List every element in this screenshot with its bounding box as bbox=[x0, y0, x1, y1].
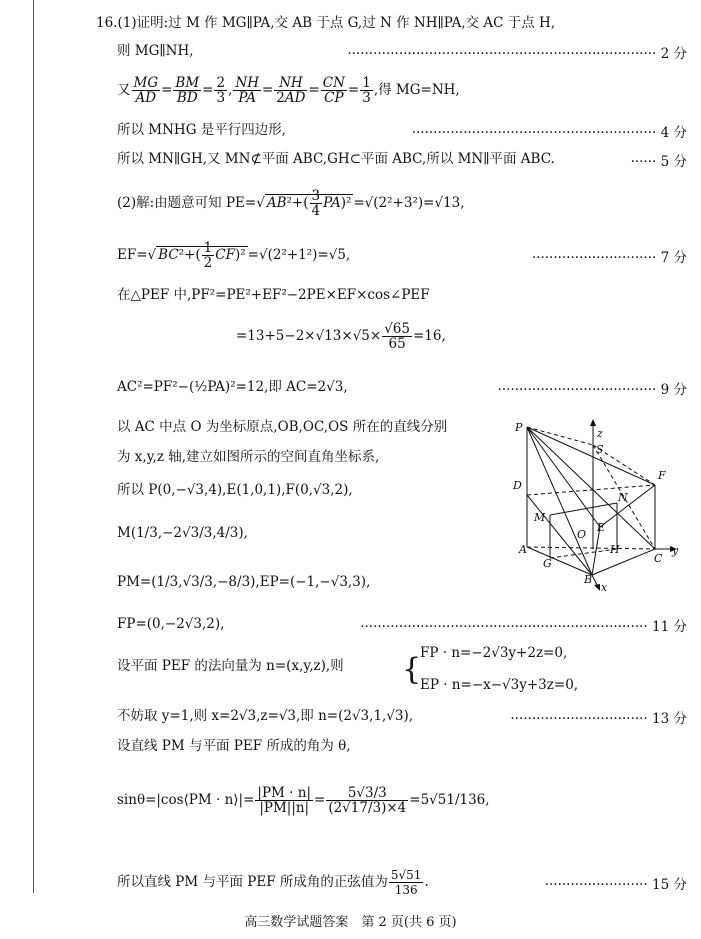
points-5: ······ 5 分 bbox=[630, 154, 687, 170]
points-2: ········································································ 2 分 bbox=[347, 46, 687, 62]
points-4: ························································· 4 分 bbox=[411, 125, 687, 141]
edge-PB bbox=[527, 427, 592, 575]
label-C: C bbox=[654, 552, 663, 565]
label-z: z bbox=[597, 427, 603, 440]
label-G: G bbox=[543, 557, 552, 570]
conclusion-end: . bbox=[424, 874, 429, 890]
edge-PC bbox=[527, 427, 655, 549]
triangle-line: 在△PEF 中,PF²=PE²+EF²−2PE×EF×cos∠PEF bbox=[117, 287, 430, 303]
sin-frac2-num: 5√3/3 bbox=[326, 786, 408, 801]
ac-line: AC²=PF²−(½PA)²=12,即 AC=2√3, bbox=[117, 379, 348, 395]
pm-ep-line: PM=(1/3,√3/3,−8/3),EP=(−1,−√3,3), bbox=[117, 574, 371, 590]
points-9-label: 9 分 bbox=[660, 382, 687, 398]
points-2-label: 2 分 bbox=[660, 46, 687, 62]
sin-line: sinθ=|cos⟨PM · n⟩|= $\frac{|PM \cdot n|}{|PM||n|}$ = $\frac{5√3/3}{(2√17/3)\times 4}$ =5√51/136, bbox=[117, 785, 490, 816]
points-13: ································ 13 分 bbox=[510, 711, 687, 727]
ratio-line: 又 $\frac{MG}{AD}$ = $\frac{BM}{BD}$ = $\frac{2}{3}$ , $\frac{NH}{PA}$ = $\frac{NH}{2AD}$ = $\frac{CN}{CP}$ = $\frac{1}{3}$ ,得 MG=NH, bbox=[117, 75, 460, 106]
sin-prefix: sinθ=|cos⟨PM · n⟩|= bbox=[117, 792, 255, 808]
ef-result: =√(2²+1²)=√5, bbox=[247, 247, 351, 263]
triangle-calc-line: =13+5−2×√13×√5× $\frac{√65}{65}$ =16, bbox=[236, 321, 446, 352]
x-arrow bbox=[594, 584, 600, 591]
points-11: ··································································· 11 分 bbox=[360, 619, 687, 635]
label-A: A bbox=[519, 543, 527, 556]
points-15: ························ 15 分 bbox=[544, 877, 687, 893]
points-9: ····································· 9 分 bbox=[497, 382, 687, 398]
edge-AB bbox=[527, 547, 592, 575]
conclusion-num: 5√51 bbox=[390, 868, 422, 882]
label-M: M bbox=[534, 511, 546, 524]
edge-AC bbox=[527, 547, 655, 549]
label-S: S bbox=[596, 443, 604, 456]
edge-BC bbox=[592, 549, 655, 575]
ef-label: EF= bbox=[117, 247, 148, 263]
points-4-label: 4 分 bbox=[660, 125, 687, 141]
edge-DF bbox=[527, 485, 655, 495]
points-15-label: 15 分 bbox=[652, 877, 687, 893]
ef-line: EF=√ BC²+( $\frac{1}{2}$ CF)² =√(2²+1²)=√5, bbox=[117, 240, 351, 271]
label-y: y bbox=[672, 544, 679, 557]
conclusion-text: 所以直线 PM 与平面 PEF 所成角的正弦值为 bbox=[117, 874, 388, 890]
geometry-figure bbox=[505, 415, 690, 595]
edge-PF bbox=[527, 427, 655, 485]
problem-number: 16. bbox=[96, 15, 118, 31]
system-brace: { bbox=[402, 652, 422, 687]
label-P: P bbox=[515, 421, 523, 434]
pe-line: (2)解:由题意可知 PE=√ AB²+( $\frac{3}{4}$ PA)² =√(2²+3²)=√13, bbox=[117, 188, 465, 219]
points-5-label: 5 分 bbox=[660, 154, 687, 170]
label-N: N bbox=[618, 491, 628, 504]
points-11-label: 11 分 bbox=[652, 619, 687, 635]
line-mg-nh: 则 MG∥NH, bbox=[117, 43, 194, 59]
coord-line2: 为 x,y,z 轴,建立如图所示的空间直角坐标系, bbox=[117, 449, 380, 465]
sin-result: =5√51/136, bbox=[409, 792, 490, 808]
label-F: F bbox=[658, 469, 666, 482]
mn-parallel-line: 所以 MN∥GH,又 MN⊄平面 ABC,GH⊂平面 ABC,所以 MN∥平面 ABC. bbox=[117, 151, 555, 167]
problem-intro bbox=[96, 14, 555, 32]
sin-frac2-den: (2√17/3)×4 bbox=[328, 800, 407, 816]
conclusion-line bbox=[117, 866, 429, 898]
points-7-label: 7 分 bbox=[660, 250, 687, 266]
choose-line: 不妨取 y=1,则 x=2√3,z=√3,即 n=(2√3,1,√3), bbox=[117, 708, 414, 724]
parallelogram-line: 所以 MNHG 是平行四边形, bbox=[117, 122, 287, 138]
eq2: EP · n=−x−√3y+3z=0, bbox=[420, 677, 579, 693]
label-B: B bbox=[584, 573, 593, 586]
pe-result: =√(2²+3²)=√13, bbox=[353, 195, 465, 211]
margin-line bbox=[33, 0, 34, 893]
label-x: x bbox=[601, 581, 608, 594]
eq1: FP · n=−2√3y+2z=0, bbox=[420, 645, 568, 661]
coord-line1: 以 AC 中点 O 为坐标原点,OB,OC,OS 所在的直线分别 bbox=[117, 419, 448, 435]
triangle-result: =16, bbox=[412, 328, 446, 344]
conclusion-den: 136 bbox=[394, 883, 418, 897]
sin-frac1-den: |PM||n| bbox=[259, 800, 310, 816]
page-footer: 高三数学试题答案 第 2 页(共 6 页) bbox=[244, 915, 457, 930]
points-line: 所以 P(0,−√3,4),E(1,0,1),F(0,√3,2), bbox=[117, 482, 353, 498]
sin-frac1-num: |PM · n| bbox=[257, 785, 311, 801]
ratio-prefix: 又 bbox=[117, 82, 131, 98]
normal-intro: 设平面 PEF 的法向量为 n=(x,y,z),则 bbox=[117, 658, 344, 674]
label-E: E bbox=[597, 521, 606, 534]
points-7: ····························· 7 分 bbox=[531, 250, 687, 266]
angle-intro: 设直线 PM 与平面 PEF 所成的角为 θ, bbox=[117, 738, 351, 754]
label-O: O bbox=[577, 528, 587, 541]
part1-intro: (1)证明:过 M 作 MG∥PA,交 AB 于点 G,过 N 作 NH∥PA,交 AC 于点 H, bbox=[117, 15, 556, 31]
fp-line: FP=(0,−2√3,2), bbox=[117, 616, 225, 632]
label-D: D bbox=[513, 479, 522, 492]
m-line: M(1/3,−2√3/3,4/3), bbox=[117, 525, 248, 541]
triangle-calc: =13+5−2×√13×√5× bbox=[236, 328, 382, 344]
label-H: H bbox=[610, 543, 620, 556]
part2-intro: (2)解:由题意可知 PE= bbox=[117, 195, 257, 211]
ratio-suffix: ,得 MG=NH, bbox=[373, 82, 460, 98]
z-arrow bbox=[590, 419, 596, 426]
points-13-label: 13 分 bbox=[652, 711, 687, 727]
